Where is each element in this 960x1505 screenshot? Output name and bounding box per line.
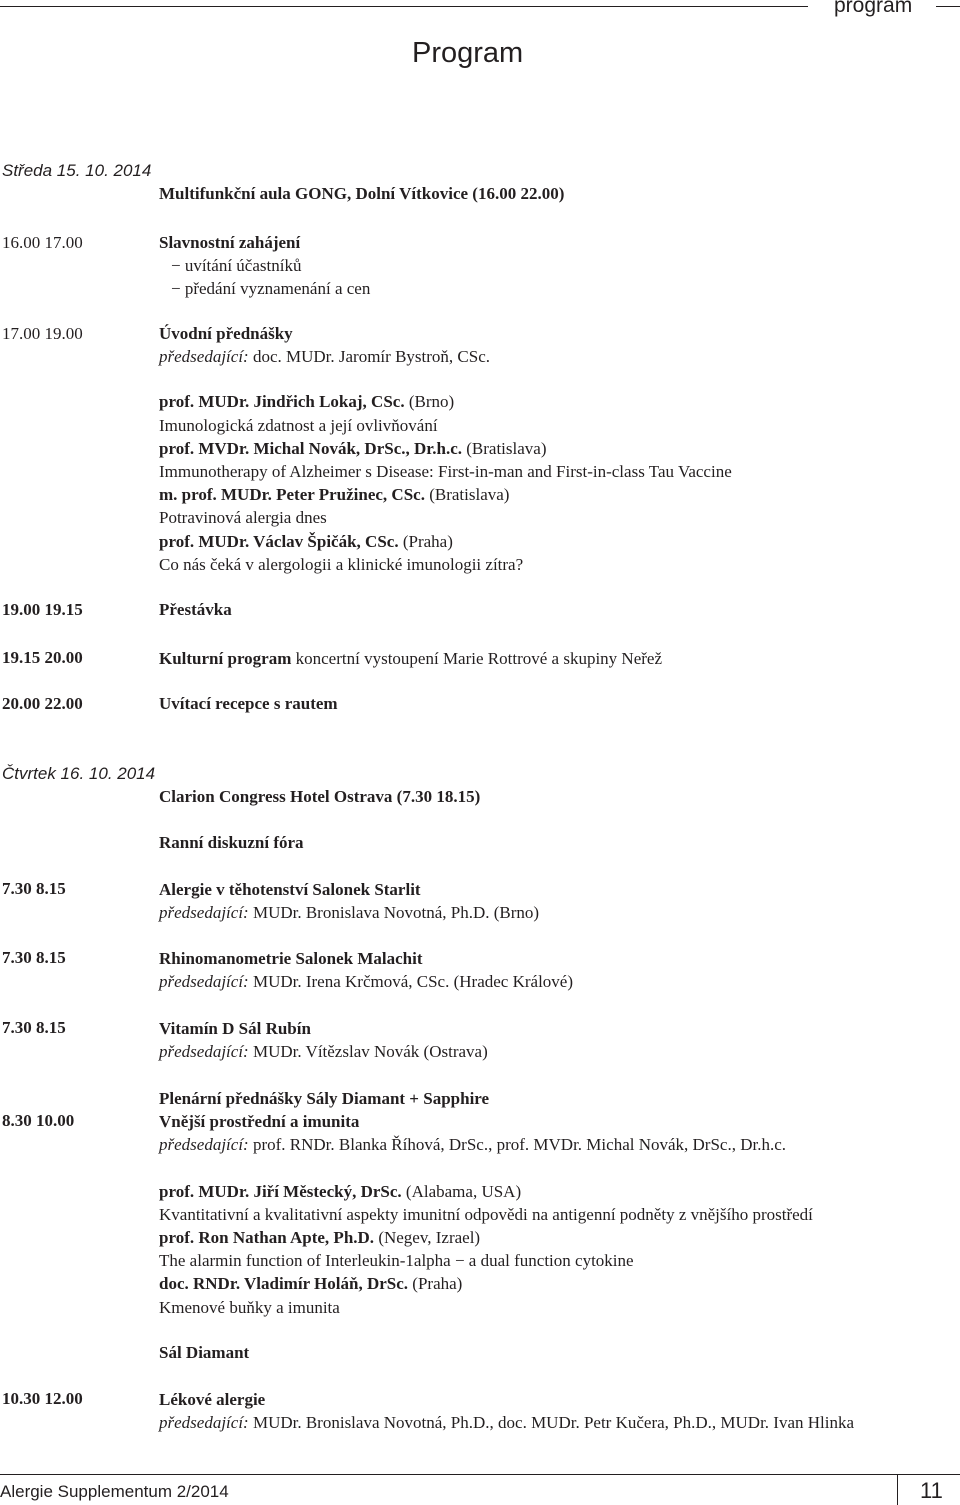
speaker-place: (Praha) xyxy=(402,531,453,551)
chair-line xyxy=(159,1040,488,1063)
session-title: Úvodní přednášky xyxy=(159,324,293,343)
chair-label: předsedající: xyxy=(159,1413,249,1433)
chair-line xyxy=(159,970,573,993)
agenda-subitem: − uvítání účastníků xyxy=(171,256,302,276)
time-slot: 8.30 10.00 xyxy=(2,1111,75,1130)
lecture-topic: Co nás čeká v alergologii a klinické imunologii zítra? xyxy=(159,554,524,574)
lecture-topic: Potravinová alergia dnes xyxy=(159,508,327,528)
lecture-topic: Kvantitativní a kvalitativní aspekty imunitní odpovědi na antigenní podněty z vnějšího prostředí xyxy=(159,1204,813,1224)
drug-allergy-session xyxy=(159,1388,854,1434)
footer-journal: Alergie Supplementum 2/2014 xyxy=(0,1482,229,1501)
forum-session xyxy=(159,947,573,993)
forum-session xyxy=(159,1017,488,1063)
chair-names: MUDr. Bronislava Novotná, Ph.D. (Brno) xyxy=(252,903,540,923)
lecture-speaker-line xyxy=(159,530,732,553)
culture-line xyxy=(159,647,662,670)
day-date: Čtvrtek 16. 10. 2014 xyxy=(2,764,156,783)
venue-heading: Clarion Congress Hotel Ostrava (7.30 18.15) xyxy=(159,787,481,806)
speaker-place: (Negev, Izrael) xyxy=(378,1228,481,1248)
chair-names: MUDr. Vítězslav Novák (Ostrava) xyxy=(252,1042,488,1062)
speaker-name: doc. RNDr. Vladimír Holáň, DrSc. xyxy=(159,1274,409,1294)
opening-block xyxy=(159,231,370,301)
chair-line xyxy=(159,1133,813,1156)
lecture-speaker-line xyxy=(159,1272,813,1295)
speaker-name: prof. MUDr. Jindřich Lokaj, CSc. xyxy=(159,392,405,412)
session-title: Přestávka xyxy=(159,600,232,619)
session-title: Alergie v těhotenství Salonek Starlit xyxy=(159,880,421,899)
time-slot: 20.00 22.00 xyxy=(2,694,83,713)
session-title: Slavnostní zahájení xyxy=(159,233,301,252)
intro-lectures-block xyxy=(159,322,732,576)
lecture-topic: Imunologická zdatnost a její ovlivňování xyxy=(159,415,438,435)
chair-names: prof. RNDr. Blanka Říhová, DrSc., prof. MVDr. Michal Novák, DrSc., Dr.h.c. xyxy=(252,1135,787,1155)
lecture-topic: Immunotherapy of Alzheimer s Disease: First-in-man and First-in-class Tau Vaccine xyxy=(159,462,732,482)
speaker-name: prof. MVDr. Michal Novák, DrSc., Dr.h.c. xyxy=(159,438,462,458)
speaker-place: (Brno) xyxy=(408,392,455,412)
speaker-place: (Bratislava) xyxy=(466,438,547,458)
forum-session xyxy=(159,878,539,924)
header-rule-right xyxy=(936,6,960,7)
session-title: Uvítací recepce s rautem xyxy=(159,694,338,713)
session-description: koncertní vystoupení Marie Rottrové a skupiny Neřež xyxy=(295,649,662,668)
chair-label: předsedající: xyxy=(159,903,249,923)
speaker-place: (Bratislava) xyxy=(429,485,510,505)
footer-rule xyxy=(0,1474,960,1475)
lecture-speaker-line xyxy=(159,483,732,506)
time-slot: 16.00 17.00 xyxy=(2,233,83,252)
forum-heading: Ranní diskuzní fóra xyxy=(159,833,304,852)
agenda-subitem: − předání vyznamenání a cen xyxy=(171,279,371,299)
time-slot: 19.00 19.15 xyxy=(2,600,83,619)
chair-names: MUDr. Bronislava Novotná, Ph.D., doc. MUDr. Petr Kučera, Ph.D., MUDr. Ivan Hlinka xyxy=(252,1413,855,1433)
speaker-name: prof. Ron Nathan Apte, Ph.D. xyxy=(159,1228,375,1248)
header-rule xyxy=(0,6,808,7)
chair-names: doc. MUDr. Jaromír Bystroň, CSc. xyxy=(252,347,490,367)
speaker-place: (Praha) xyxy=(412,1274,463,1294)
chair-label: předsedající: xyxy=(159,1042,249,1062)
hall-heading: Sál Diamant xyxy=(159,1343,250,1362)
plenary-heading: Plenární přednášky Sály Diamant + Sapphire xyxy=(159,1089,490,1108)
time-slot: 7.30 8.15 xyxy=(2,948,66,967)
lecture-speaker-line xyxy=(159,390,732,413)
day-date: Středa 15. 10. 2014 xyxy=(2,161,152,180)
page-title: Program xyxy=(412,37,524,69)
lecture-topic: The alarmin function of Interleukin-1alpha − a dual function cytokine xyxy=(159,1251,634,1271)
footer-separator xyxy=(897,1474,898,1505)
speaker-place: (Alabama, USA) xyxy=(405,1181,522,1201)
chair-line xyxy=(159,345,732,368)
venue-heading: Multifunkční aula GONG, Dolní Vítkovice (16.00 22.00) xyxy=(159,184,565,203)
chair-label: předsedající: xyxy=(159,1135,249,1155)
chair-line xyxy=(159,901,539,924)
session-title: Kulturní program xyxy=(159,649,292,668)
speaker-name: prof. MUDr. Václav Špičák, CSc. xyxy=(159,531,399,551)
chair-names: MUDr. Irena Krčmová, CSc. (Hradec Králové) xyxy=(252,972,573,992)
time-slot: 10.30 12.00 xyxy=(2,1389,83,1408)
time-slot: 7.30 8.15 xyxy=(2,1018,66,1037)
lecture-speaker-line xyxy=(159,1226,813,1249)
session-title: Lékové alergie xyxy=(159,1390,266,1409)
chair-label: předsedající: xyxy=(159,972,249,992)
chair-label: předsedající: xyxy=(159,347,249,367)
plenary-block xyxy=(159,1087,813,1319)
running-title: program xyxy=(834,0,913,17)
speaker-name: prof. MUDr. Jiří Městecký, DrSc. xyxy=(159,1181,402,1201)
time-slot: 7.30 8.15 xyxy=(2,879,66,898)
lecture-speaker-line xyxy=(159,1180,813,1203)
lecture-speaker-line xyxy=(159,437,732,460)
time-slot: 19.15 20.00 xyxy=(2,648,83,667)
session-title: Vitamín D Sál Rubín xyxy=(159,1019,311,1038)
chair-line xyxy=(159,1411,854,1434)
time-slot: 17.00 19.00 xyxy=(2,324,83,343)
speaker-name: m. prof. MUDr. Peter Pružinec, CSc. xyxy=(159,485,425,505)
lecture-topic: Kmenové buňky a imunita xyxy=(159,1297,340,1317)
session-title: Rhinomanometrie Salonek Malachit xyxy=(159,949,423,968)
session-title: Vnější prostřední a imunita xyxy=(159,1112,360,1132)
page-number: 11 xyxy=(920,1478,943,1503)
